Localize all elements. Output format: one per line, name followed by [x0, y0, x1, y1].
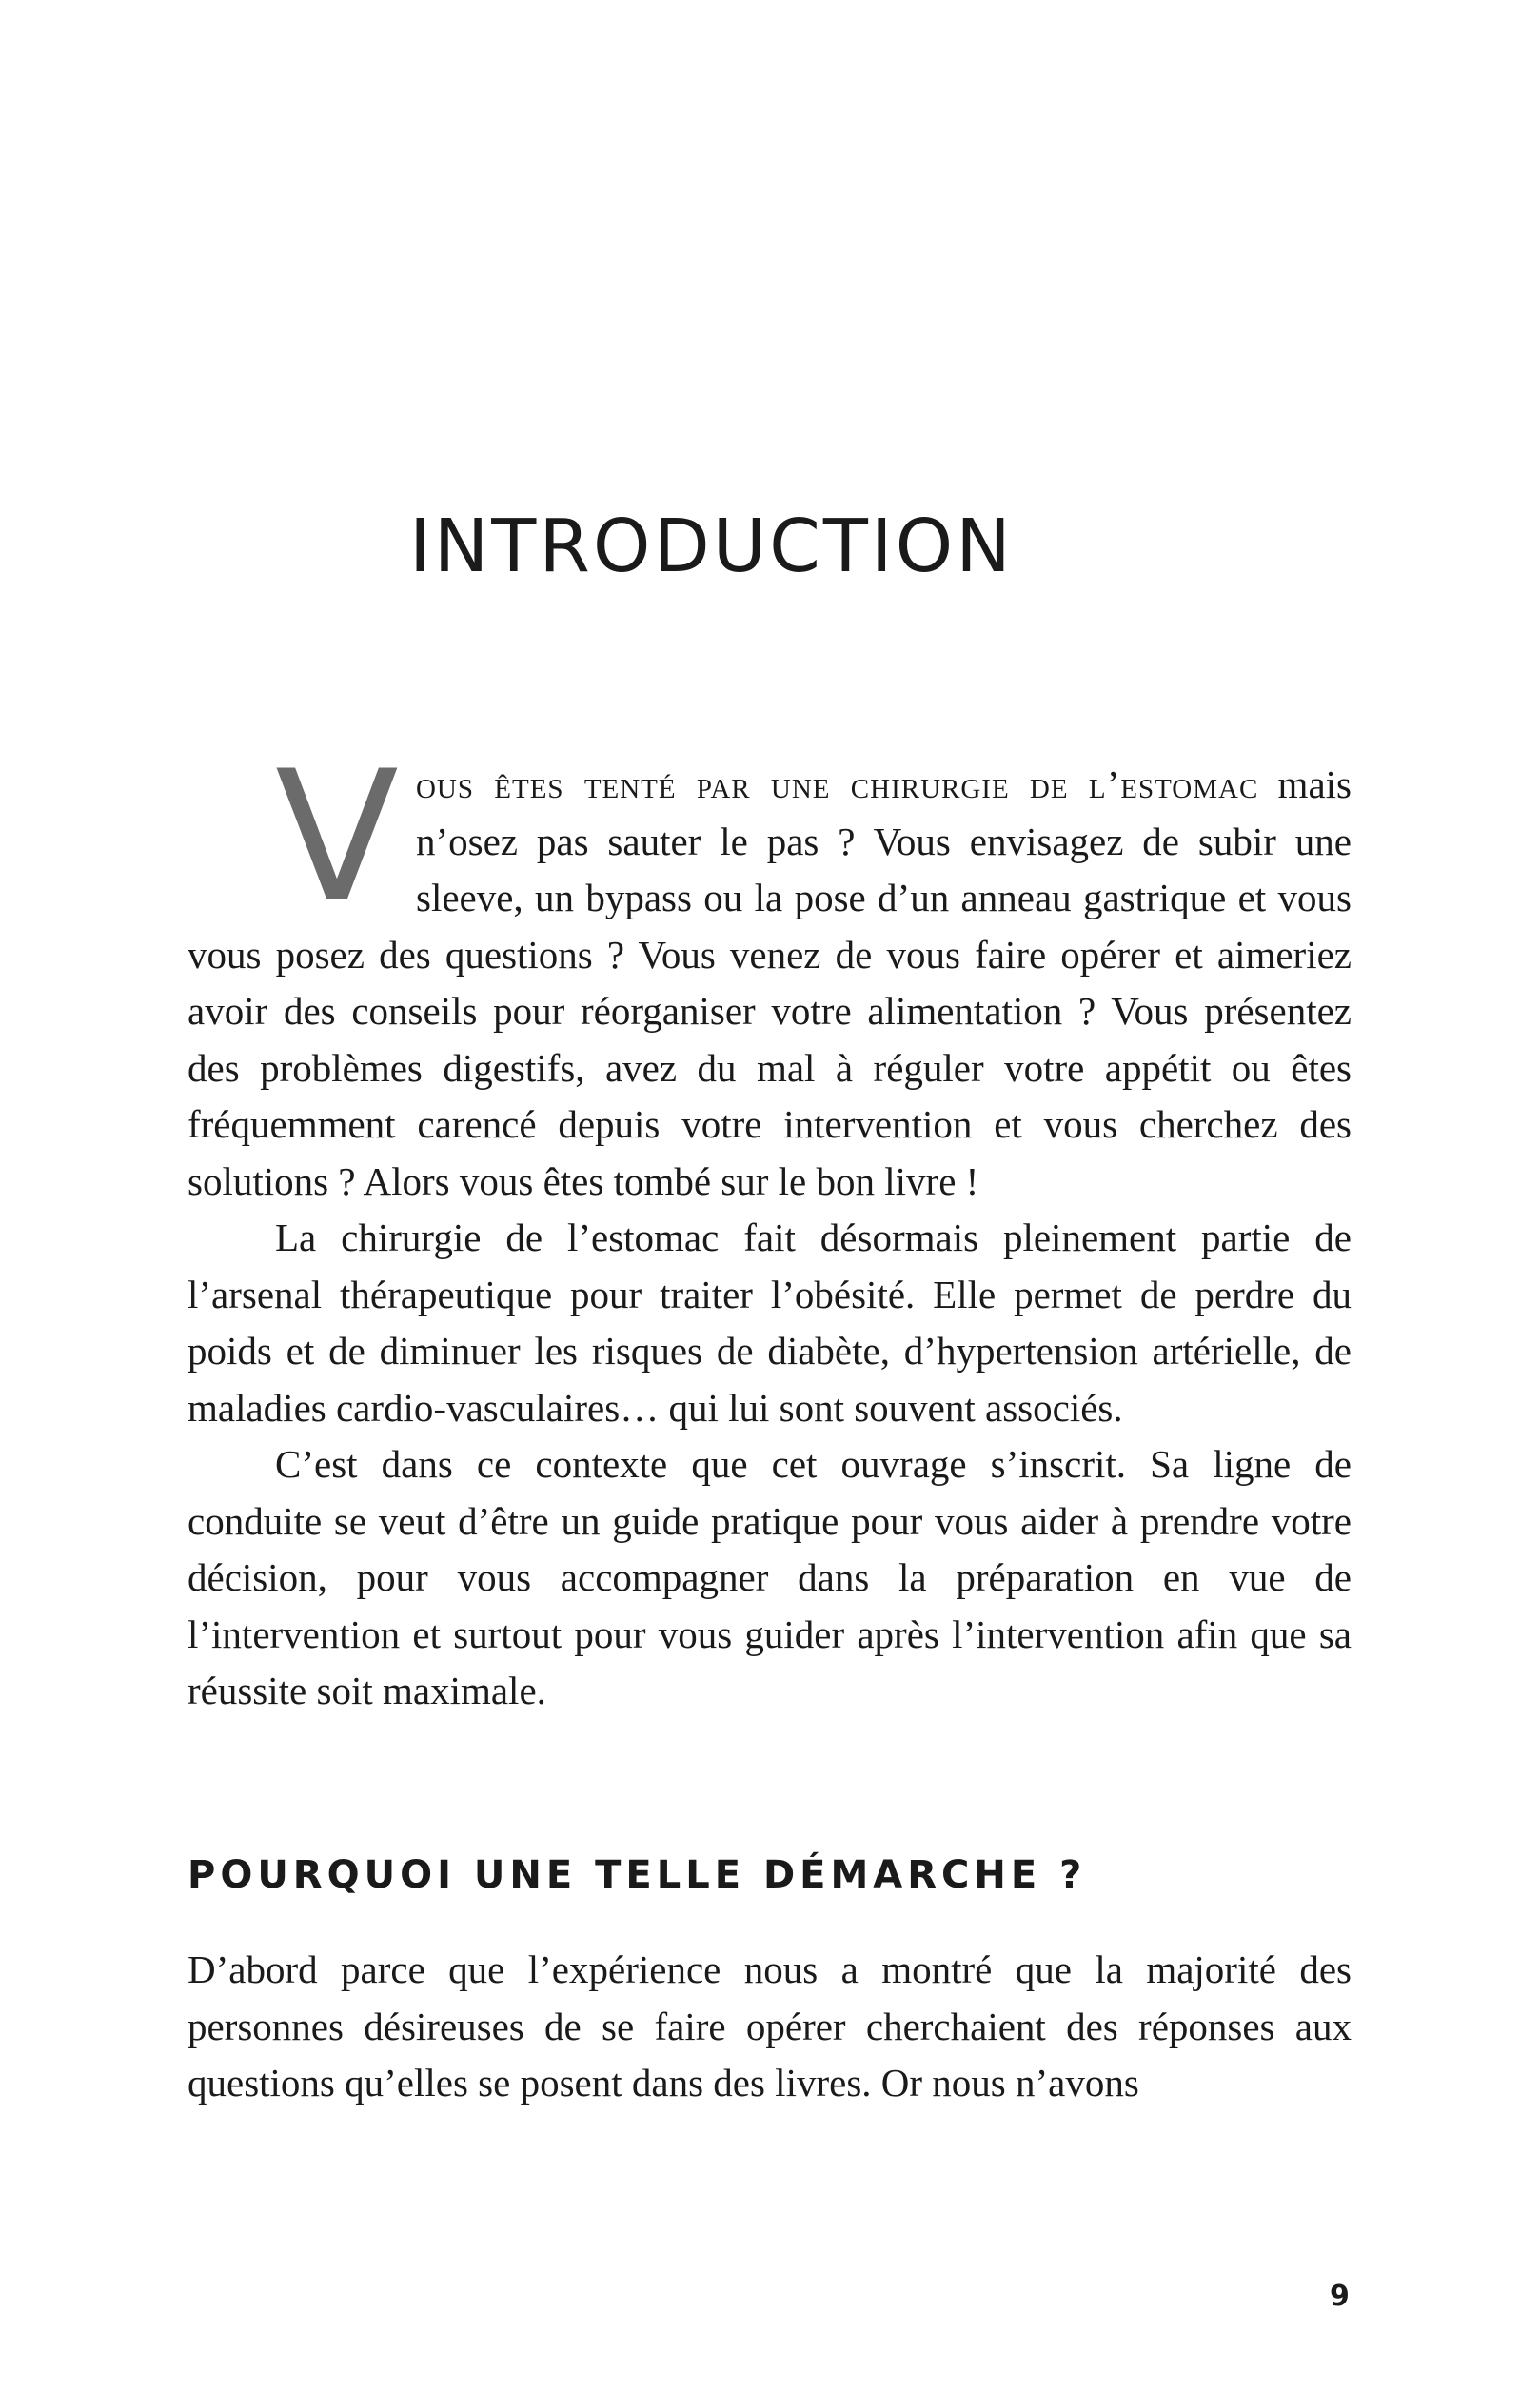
section-heading: POURQUOI UNE TELLE DÉMARCHE ?	[188, 1853, 1087, 1897]
section-text-block	[188, 1942, 1352, 2112]
intro-lead-small-caps: ous êtes tenté par une chirurgie de l’estomac	[415, 762, 1259, 806]
intro-paragraph-3: C’est dans ce contexte que cet ouvrage s’inscrit. Sa ligne de conduite se veut d’être un guide pratique pour vous aider à prendre votre décision, pour vous accompagner dans la préparation en vue de l’intervention et surtout pour vous guider après l’intervention afin que sa réussite soit maximale.	[188, 1442, 1352, 1712]
intro-text-block	[188, 732, 1352, 1720]
drop-cap-letter: V	[275, 732, 399, 942]
intro-paragraph-1-text: mais n’osez pas sauter le pas ? Vous envisagez de subir une sleeve, un bypass ou la pose d’un anneau gastrique et vous vous posez des questions ? Vous venez de vous faire opérer et aimeriez avoir des conseils pour réorganiser votre alimentation ? Vous présentez des problèmes digestifs, avez du mal à réguler votre appétit ou êtes fréquemment carencé depuis votre intervention et vous cherchez des solutions ? Alors vous êtes tombé sur le bon livre !	[188, 762, 1352, 1203]
chapter-title: INTRODUCTION	[409, 504, 1014, 589]
section-paragraph-1: D’abord parce que l’expérience nous a montré que la majorité des personnes désireuses de se faire opérer cherchaient des réponses aux questions qu’elles se posent dans des livres. Or nous n’avons	[188, 1947, 1352, 2105]
intro-paragraph-2: La chirurgie de l’estomac fait désormais pleinement partie de l’arsenal thérapeutique pour traiter l’obésité. Elle permet de perdre du poids et de diminuer les risques de diabète, d’hypertension artérielle, de maladies cardio-vasculaires… qui lui sont souvent associés.	[188, 1216, 1352, 1430]
intro-paragraph-1	[188, 732, 1352, 1210]
page-number: 9	[1330, 2280, 1350, 2313]
